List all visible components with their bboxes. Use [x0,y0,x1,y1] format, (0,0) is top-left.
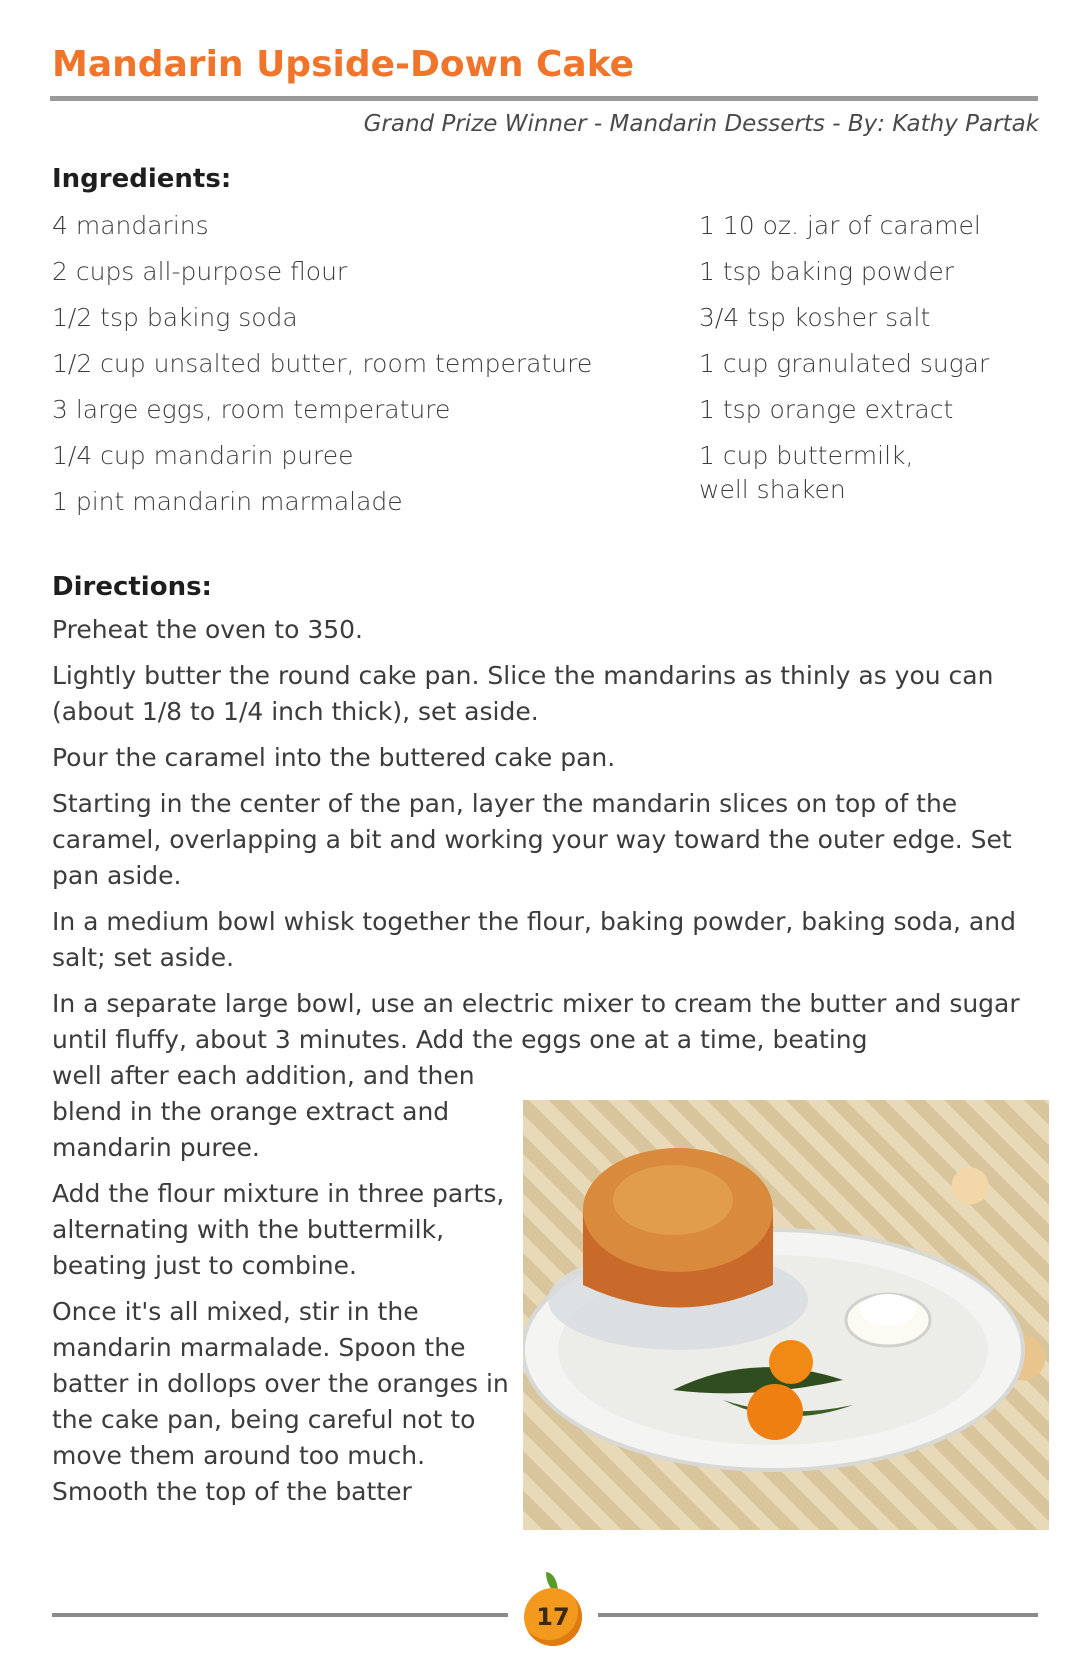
ingredient-item: 4 mandarins [52,211,209,240]
direction-step: In a separate large bowl, use an electric mixer to cream the butter and sugar until fluffy, about 3 minutes. Add the eggs one at a time, beating [52,989,1020,1054]
ingredient-item: 1 10 oz. jar of caramel [699,211,981,240]
ingredients-right-list [699,209,989,519]
direction-step: Starting in the center of the pan, layer the mandarin slices on top of the caramel, overlapping a bit and working your way toward the outer edge. Set pan aside. [52,789,1012,890]
mandarin [769,1340,813,1384]
direction-step: well after each addition, and then blend in the orange extract and mandarin puree. [52,1061,475,1162]
title-divider [50,96,1038,101]
page-number-badge [524,1588,582,1646]
recipe-byline: Grand Prize Winner - Mandarin Desserts - By: Kathy Partak [363,111,1039,137]
recipe-title: Mandarin Upside-Down Cake [52,44,635,85]
ingredients-left-list [52,209,592,531]
ingredients-heading: Ingredients: [52,164,232,194]
ingredient-item: 3/4 tsp kosher salt [699,303,931,332]
ingredient-item: 1/2 tsp baking soda [52,303,298,332]
ingredient-item: 1 cup buttermilk, [699,441,914,470]
page-number: 17 [536,1603,570,1631]
direction-step: Add the flour mixture in three parts, alternating with the buttermilk, beating just to combine. [52,1179,505,1280]
ingredient-item: 1 tsp baking powder [699,257,955,286]
footer-rule-right [598,1613,1038,1617]
ingredient-item: 1 cup granulated sugar [699,349,990,378]
mandarin [747,1384,803,1440]
direction-step: Pour the caramel into the buttered cake pan. [52,743,616,772]
whipped-cream [860,1294,916,1326]
ingredient-item: 2 cups all-purpose flour [52,257,348,286]
ingredient-item: 1/2 cup unsalted butter, room temperature [52,349,593,378]
ingredient-item: 1 pint mandarin marmalade [52,487,403,516]
direction-step: Once it's all mixed, stir in the mandarin marmalade. Spoon the batter in dollops over the oranges in the cake pan, being careful not to move them around too much. Smooth the top of the batter [52,1297,509,1506]
ingredient-item: 1 tsp orange extract [699,395,954,424]
directions-heading: Directions: [52,572,212,602]
cake-glaze [613,1165,733,1235]
footer-rule-left [52,1613,508,1617]
cake-photo [523,1100,1049,1530]
direction-step: In a medium bowl whisk together the flour, baking powder, baking soda, and salt; set aside. [52,907,1016,972]
direction-step: Preheat the oven to 350. [52,615,363,644]
direction-step: Lightly butter the round cake pan. Slice the mandarins as thinly as you can (about 1/8 to 1/4 inch thick), set aside. [52,661,994,726]
cake-photo-illustration [523,1100,1049,1530]
ingredient-item: 3 large eggs, room temperature [52,395,451,424]
ingredient-item: 1/4 cup mandarin puree [52,441,354,470]
ingredient-item: well shaken [699,475,846,504]
